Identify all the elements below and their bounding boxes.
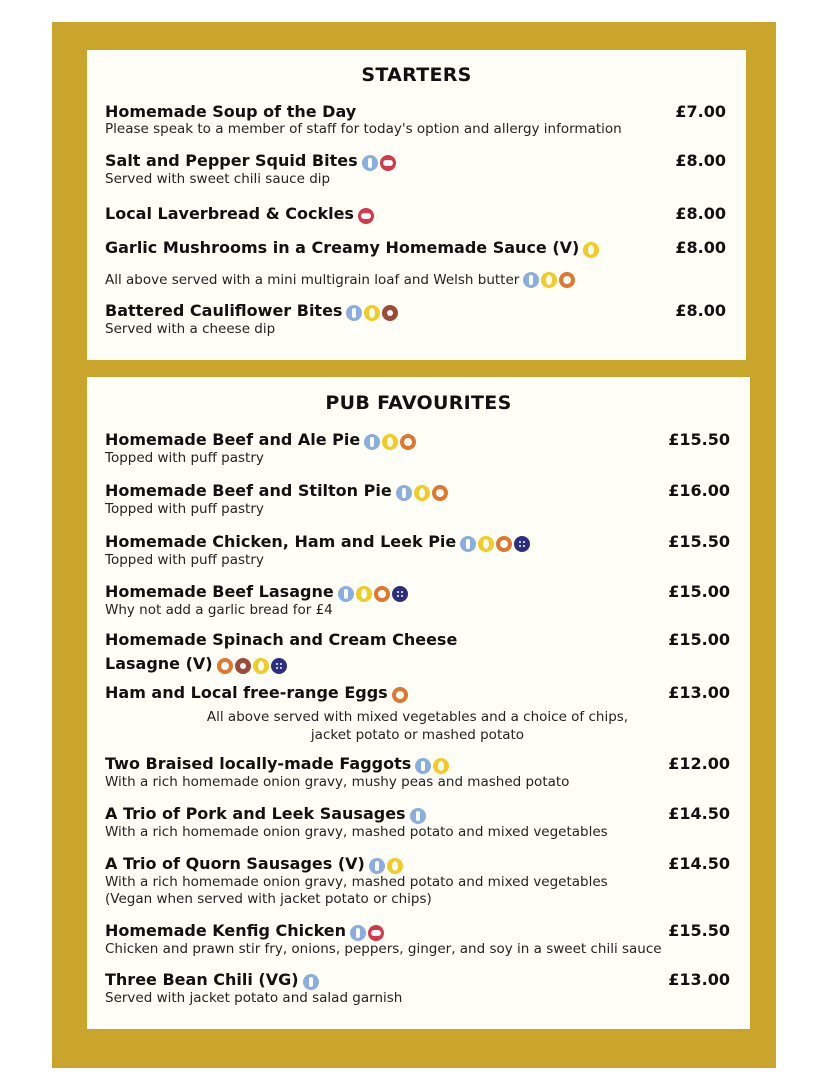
- menu-item: [105, 754, 730, 791]
- menu-item: [105, 582, 730, 619]
- gluten-icon: [362, 155, 378, 171]
- milk-icon: [496, 536, 512, 552]
- menu-item: [105, 683, 730, 703]
- menu-page: [52, 22, 776, 1068]
- pub-favourites-panel: [87, 377, 750, 1029]
- mustard-icon: [382, 305, 398, 321]
- milk-icon: [392, 687, 408, 703]
- item-description: With a rich homemade onion gravy, mashed potato and mixed vegetables: [105, 874, 608, 890]
- egg-icon: [364, 305, 380, 321]
- item-price: £13.00: [668, 683, 730, 702]
- gluten-icon: [410, 808, 426, 824]
- item-price: £13.00: [668, 970, 730, 989]
- item-description: Topped with puff pastry: [105, 450, 264, 466]
- item-price: £15.50: [668, 532, 730, 551]
- item-price: £8.00: [675, 204, 726, 223]
- item-price: £14.50: [668, 854, 730, 873]
- gluten-icon: [350, 925, 366, 941]
- note-line: jacket potato or mashed potato: [310, 727, 525, 743]
- gluten-icon: [396, 485, 412, 501]
- item-price: £15.50: [668, 430, 730, 449]
- item-description: Topped with puff pastry: [105, 552, 264, 568]
- item-name: A Trio of Pork and Leek Sausages: [105, 804, 406, 823]
- item-description: Chicken and prawn stir fry, onions, peppers, ginger, and soy in a sweet chili sauce: [105, 941, 662, 957]
- item-price: £7.00: [675, 102, 726, 121]
- item-name-line2: Lasagne (V): [105, 654, 213, 673]
- item-description: Served with a cheese dip: [105, 321, 276, 337]
- gluten-icon: [364, 434, 380, 450]
- menu-item: [105, 804, 730, 841]
- note-text: All above served with a mini multigrain loaf and Welsh butter: [105, 272, 520, 288]
- item-name: A Trio of Quorn Sausages (V): [105, 854, 365, 873]
- egg-icon: [414, 485, 430, 501]
- milk-icon: [400, 434, 416, 450]
- gluten-icon: [369, 858, 385, 874]
- gluten-icon: [303, 974, 319, 990]
- egg-icon: [382, 434, 398, 450]
- gluten-icon: [415, 758, 431, 774]
- item-name: Homemade Kenfig Chicken: [105, 921, 347, 940]
- section-title: STARTERS: [361, 64, 472, 86]
- egg-icon: [433, 758, 449, 774]
- item-name: Homemade Beef and Ale Pie: [105, 430, 361, 449]
- item-name: Homemade Spinach and Cream Cheese: [105, 630, 458, 649]
- milk-icon: [432, 485, 448, 501]
- menu-item: [105, 481, 730, 518]
- item-name: Homemade Chicken, Ham and Leek Pie: [105, 532, 457, 551]
- item-description: Topped with puff pastry: [105, 501, 264, 517]
- menu-item: [105, 532, 730, 569]
- crustacean-icon: [380, 155, 396, 171]
- item-price: £8.00: [675, 301, 726, 320]
- mustard-icon: [235, 658, 251, 674]
- item-description: With a rich homemade onion gravy, mushy peas and mashed potato: [105, 774, 570, 790]
- milk-icon: [217, 658, 233, 674]
- item-price: £8.00: [675, 151, 726, 170]
- item-name: Battered Cauliflower Bites: [105, 301, 343, 320]
- item-description-line2: (Vegan when served with jacket potato or chips): [105, 891, 432, 907]
- menu-item: [105, 970, 730, 1007]
- item-price: £15.00: [668, 582, 730, 601]
- item-description: Please speak to a member of staff for today's option and allergy information: [105, 121, 622, 137]
- item-price: £15.00: [668, 630, 730, 649]
- sulphite-icon: [392, 586, 408, 602]
- item-price: £15.50: [668, 921, 730, 940]
- item-name: Salt and Pepper Squid Bites: [105, 151, 358, 170]
- menu-item: [105, 430, 730, 467]
- section-note: [105, 271, 726, 289]
- menu-item: [105, 921, 730, 958]
- item-name: Ham and Local free-range Eggs: [105, 683, 388, 702]
- item-name: Homemade Soup of the Day: [105, 102, 357, 121]
- menu-item: [105, 204, 726, 224]
- menu-item: [105, 854, 730, 908]
- item-price: £12.00: [668, 754, 730, 773]
- milk-icon: [559, 272, 575, 288]
- starters-panel: [87, 50, 746, 360]
- gluten-icon: [523, 272, 539, 288]
- item-description: Why not add a garlic bread for £4: [105, 602, 333, 618]
- menu-item: [105, 301, 726, 338]
- note-line: All above served with mixed vegetables and a choice of chips,: [206, 709, 629, 725]
- menu-item: [105, 151, 726, 188]
- item-name: Two Braised locally-made Faggots: [105, 754, 412, 773]
- menu-item: [105, 238, 726, 258]
- item-name: Local Laverbread & Cockles: [105, 204, 354, 223]
- section-title: PUB FAVOURITES: [325, 392, 512, 414]
- egg-icon: [583, 242, 599, 258]
- item-name: Homemade Beef Lasagne: [105, 582, 334, 601]
- sulphite-icon: [271, 658, 287, 674]
- item-description: Served with jacket potato and salad garnish: [105, 990, 403, 1006]
- sulphite-icon: [514, 536, 530, 552]
- item-name: Three Bean Chili (VG): [105, 970, 299, 989]
- egg-icon: [478, 536, 494, 552]
- crustacean-icon: [368, 925, 384, 941]
- egg-icon: [387, 858, 403, 874]
- egg-icon: [541, 272, 557, 288]
- egg-icon: [356, 586, 372, 602]
- section-note: [105, 708, 730, 744]
- egg-icon: [253, 658, 269, 674]
- item-description: With a rich homemade onion gravy, mashed potato and mixed vegetables: [105, 824, 608, 840]
- gluten-icon: [338, 586, 354, 602]
- gluten-icon: [346, 305, 362, 321]
- item-price: £8.00: [675, 238, 726, 257]
- item-name: Garlic Mushrooms in a Creamy Homemade Sauce (V): [105, 238, 580, 257]
- item-description: Served with sweet chili sauce dip: [105, 171, 331, 187]
- crustacean-icon: [358, 208, 374, 224]
- menu-item: [105, 630, 730, 674]
- milk-icon: [374, 586, 390, 602]
- menu-item: [105, 102, 726, 138]
- gluten-icon: [460, 536, 476, 552]
- item-price: £16.00: [668, 481, 730, 500]
- item-price: £14.50: [668, 804, 730, 823]
- item-name: Homemade Beef and Stilton Pie: [105, 481, 392, 500]
